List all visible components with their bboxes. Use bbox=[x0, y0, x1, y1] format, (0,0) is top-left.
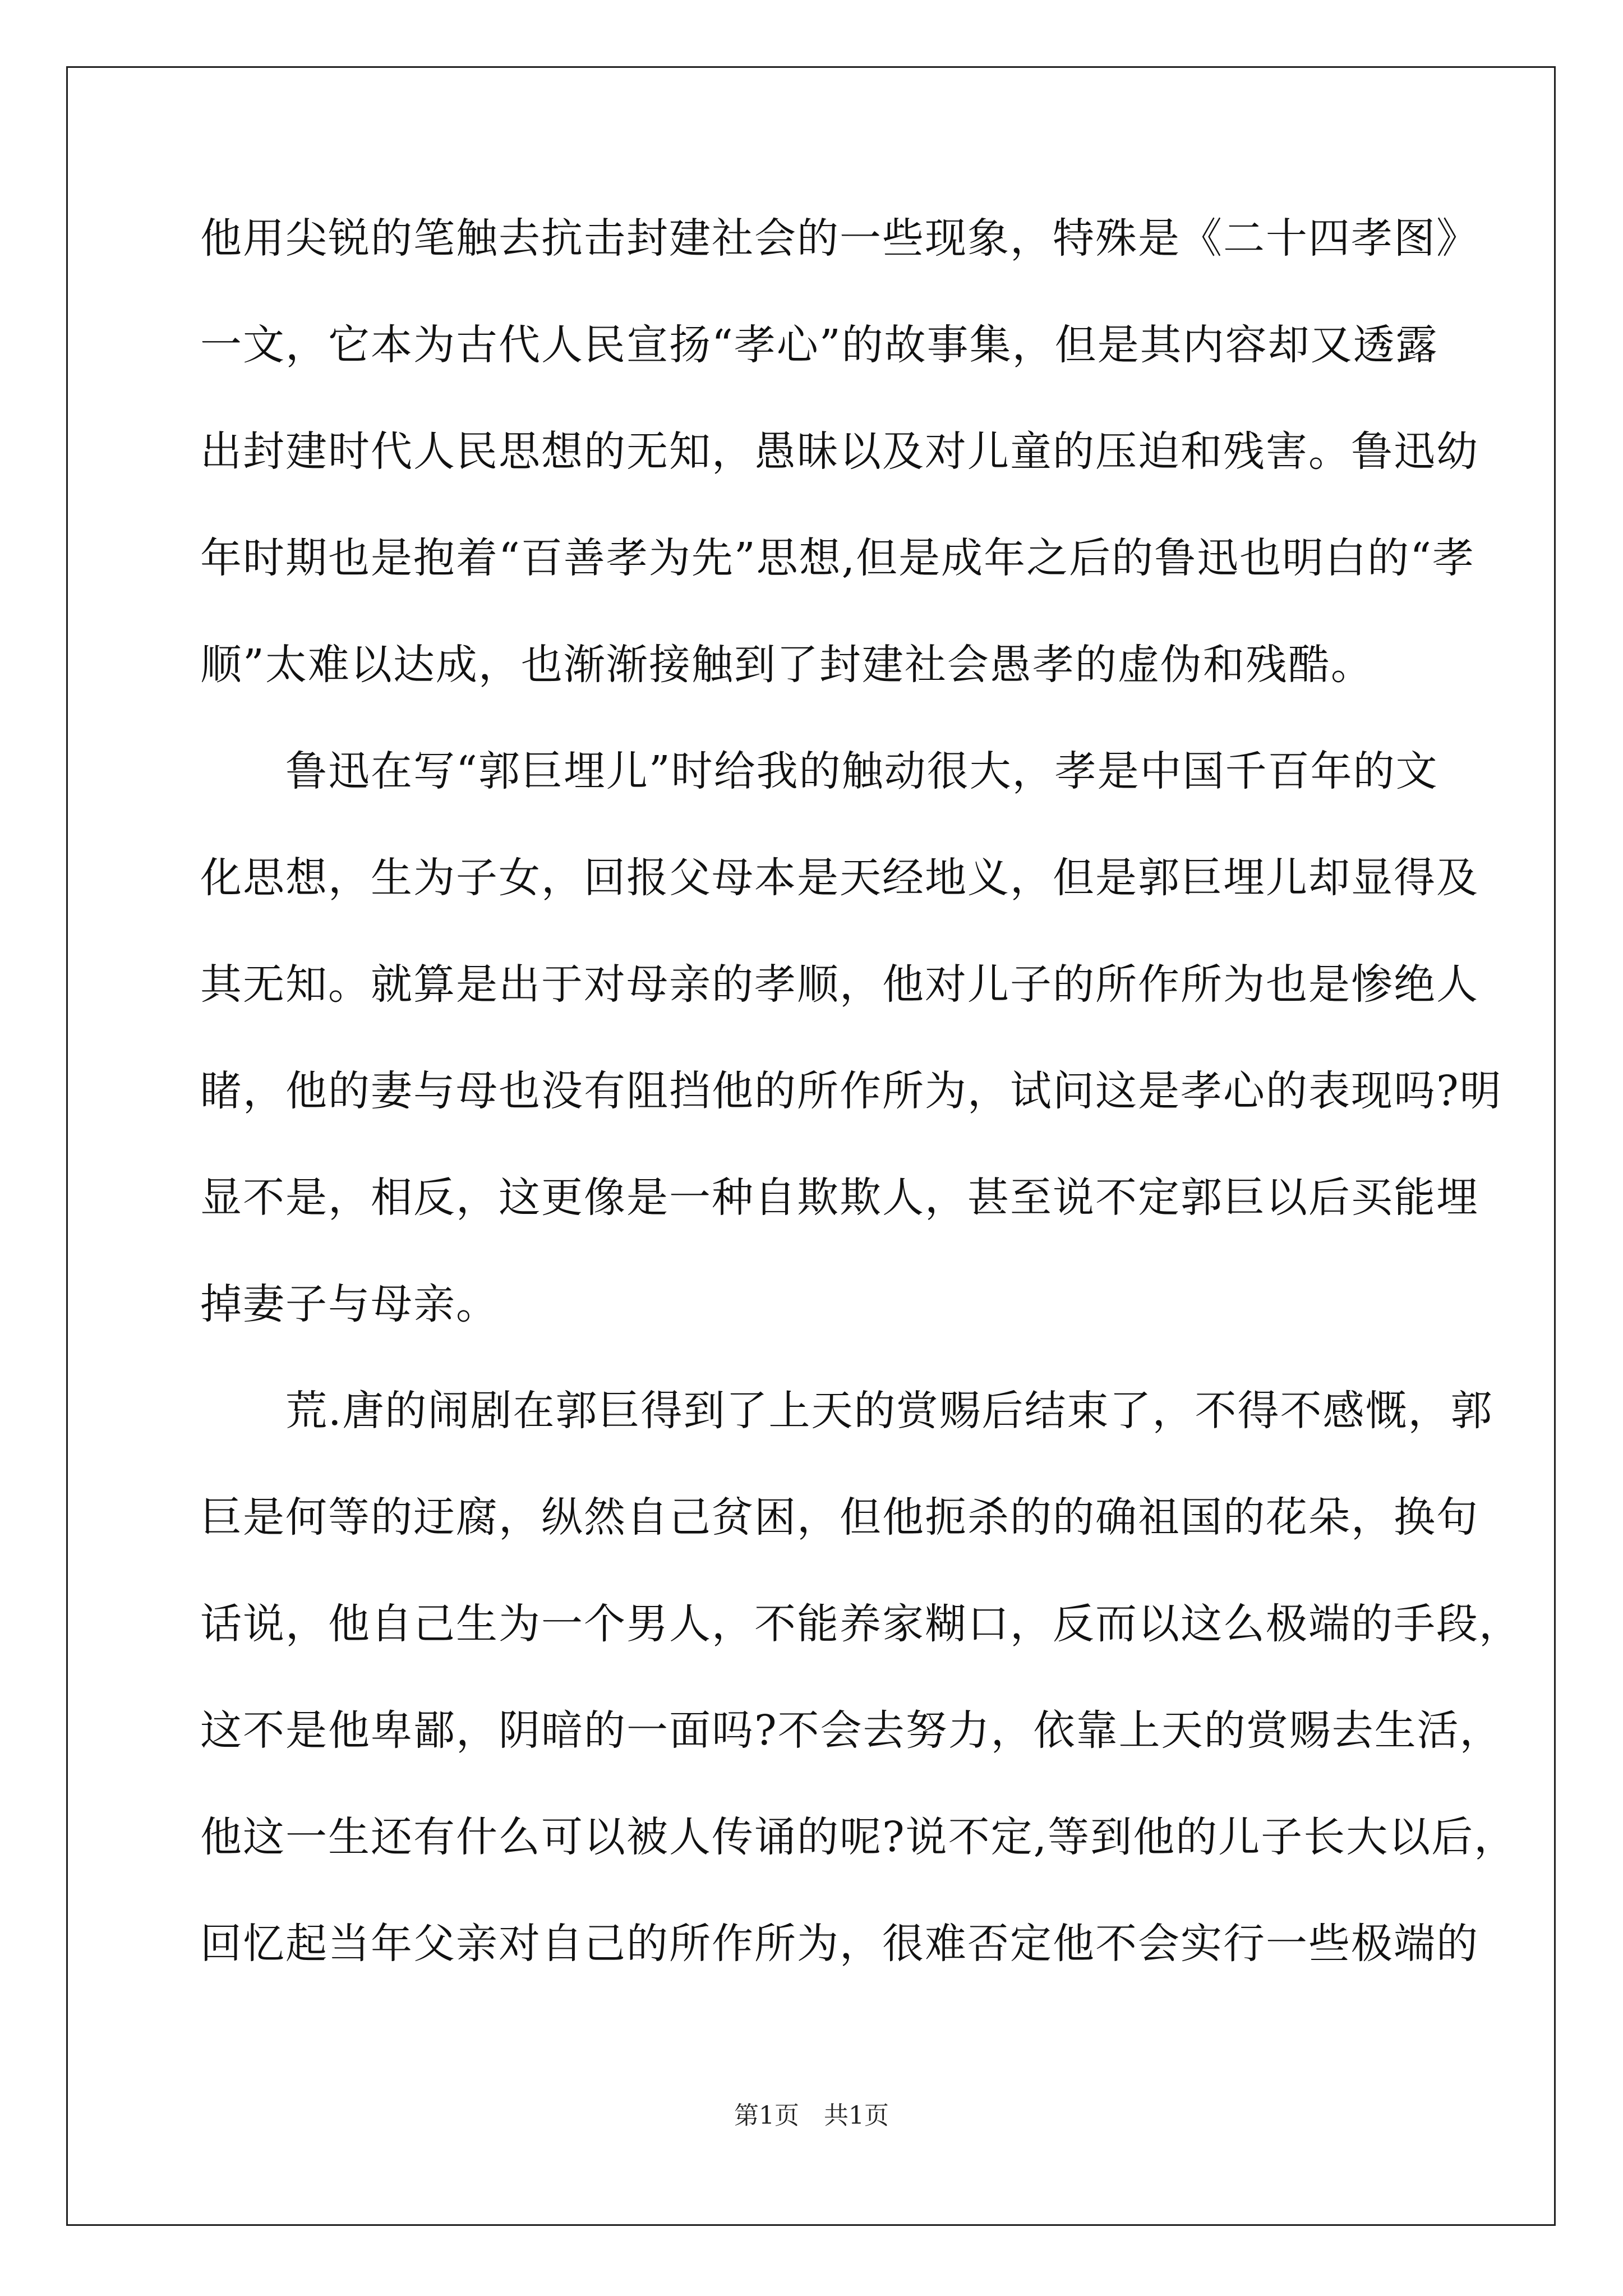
text-line: 这不是他卑鄙，阴暗的一面吗?不会去努力，依靠上天的赏赐去生活， bbox=[200, 1706, 1502, 1755]
text-line: 睹，他的妻与母也没有阻挡他的所作所为，试问这是孝心的表现吗?明 bbox=[200, 1067, 1502, 1115]
text-line: 顺”太难以达成，也渐渐接触到了封建社会愚孝的虚伪和残酷。 bbox=[200, 641, 1373, 689]
text-line: 荒.唐的闹剧在郭巨得到了上天的赏赐后结束了，不得不感慨，郭 bbox=[200, 1387, 1493, 1435]
text-line: 回忆起当年父亲对自己的所作所为，很难否定他不会实行一些极端的 bbox=[200, 1920, 1479, 1968]
text-line: 出封建时代人民思想的无知，愚昧以及对儿童的压迫和残害。鲁迅幼 bbox=[200, 427, 1479, 476]
text-line: 年时期也是抱着“百善孝为先”思想,但是成年之后的鲁迅也明白的“孝 bbox=[200, 534, 1476, 582]
text-line: 掉妻子与母亲。 bbox=[200, 1280, 499, 1328]
document-body bbox=[200, 208, 1521, 2019]
text-line: 鲁迅在写“郭巨埋儿”时给我的触动很大，孝是中国千百年的文 bbox=[200, 747, 1438, 795]
text-line: 巨是何等的迂腐，纵然自己贫困，但他扼杀的的确祖国的花朵，换句 bbox=[200, 1493, 1479, 1542]
page-number-footer: 第1页 共1页 bbox=[734, 2101, 889, 2130]
text-line: 一文，它本为古代人民宣扬“孝心”的故事集，但是其内容却又透露 bbox=[200, 321, 1438, 369]
text-line: 显不是，相反，这更像是一种自欺欺人，甚至说不定郭巨以后买能埋 bbox=[200, 1174, 1479, 1222]
text-line: 其无知。就算是出于对母亲的孝顺，他对儿子的所作所为也是惨绝人 bbox=[200, 960, 1479, 1009]
text-line: 话说，他自己生为一个男人，不能养家糊口，反而以这么极端的手段， bbox=[200, 1600, 1521, 1648]
text-line: 他用尖锐的笔触去抗击封建社会的一些现象，特殊是《二十四孝图》 bbox=[200, 214, 1479, 263]
text-line: 他这一生还有什么可以被人传诵的呢?说不定,等到他的儿子长大以后， bbox=[200, 1813, 1517, 1861]
text-line: 化思想，生为子女，回报父母本是天经地义，但是郭巨埋儿却显得及 bbox=[200, 854, 1479, 902]
